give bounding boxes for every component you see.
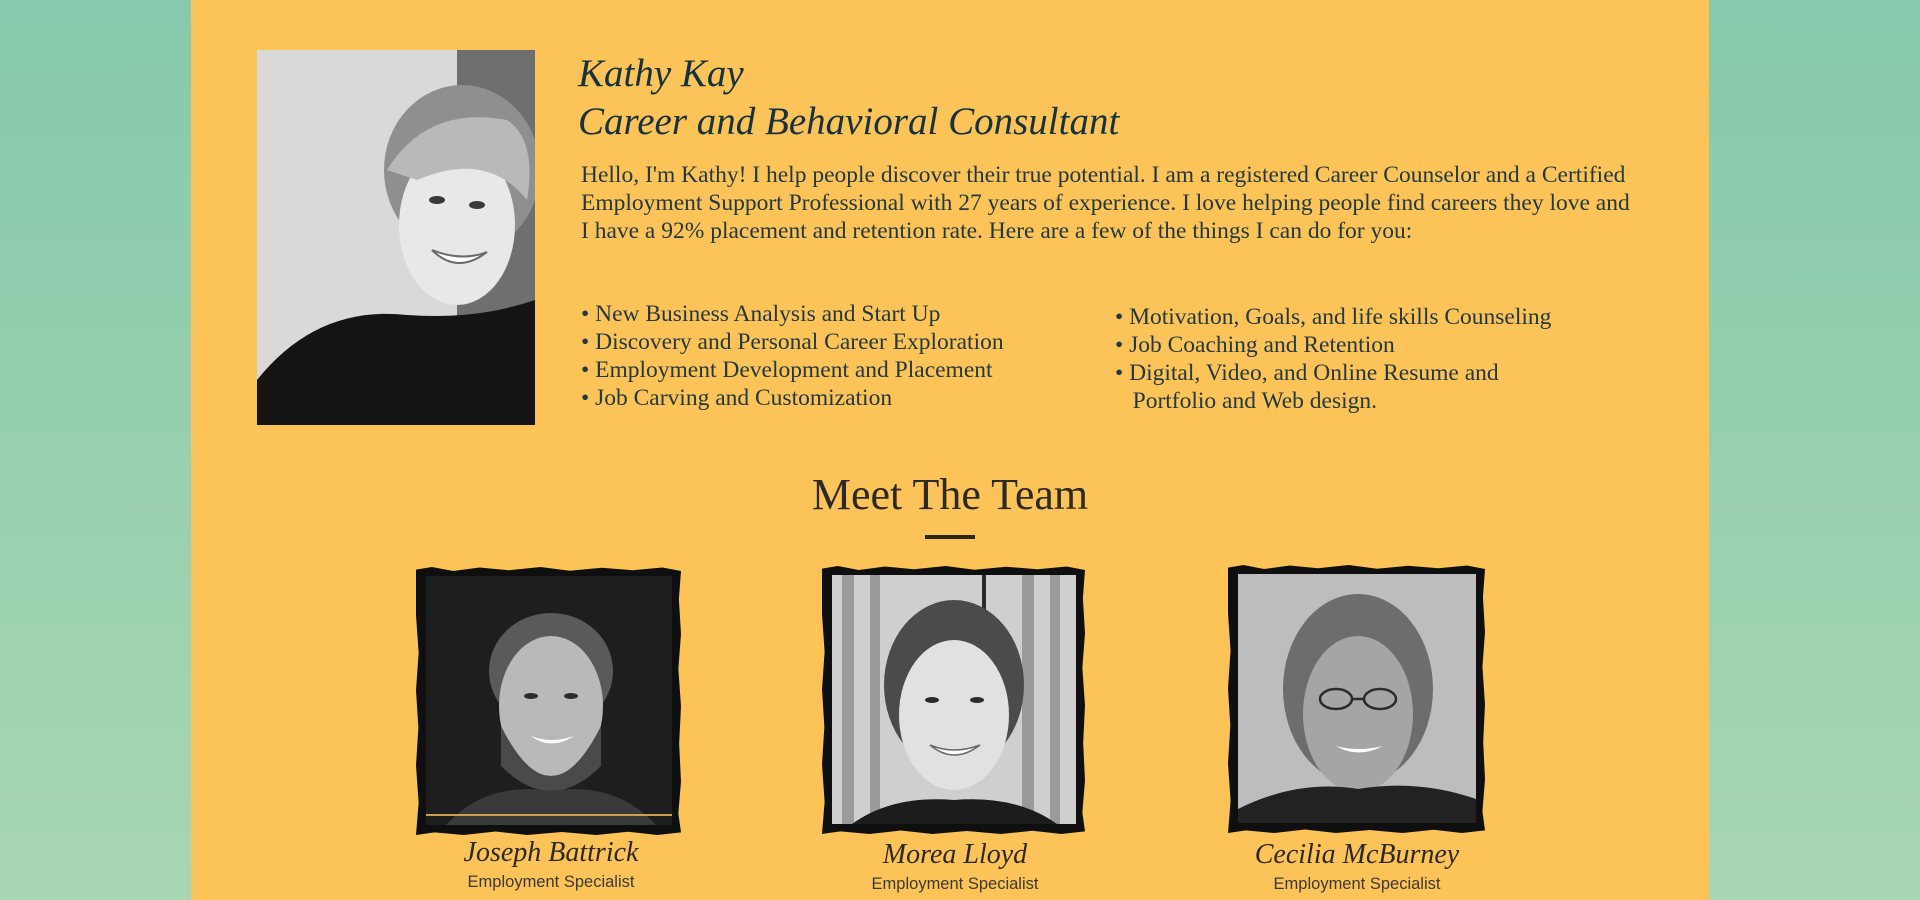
service-item: • New Business Analysis and Start Up	[581, 301, 941, 327]
member-role: Employment Specialist	[871, 875, 1039, 893]
service-item: • Digital, Video, and Online Resume and	[1115, 360, 1499, 386]
member-role: Employment Specialist	[467, 873, 635, 891]
services-list-right	[1115, 303, 1551, 415]
service-item: Portfolio and Web design.	[1115, 388, 1378, 414]
kathy-portrait-photo	[257, 50, 535, 425]
member-role: Employment Specialist	[1273, 875, 1441, 893]
service-item: • Discovery and Personal Career Exploration	[581, 329, 1004, 355]
heading-divider	[925, 535, 975, 539]
member-name: Joseph Battrick	[463, 837, 639, 868]
member-name: Morea Lloyd	[882, 839, 1028, 870]
services-list-left	[581, 300, 1004, 412]
service-item: • Job Coaching and Retention	[1115, 332, 1395, 358]
consultant-role: Career and Behavioral Consultant	[578, 100, 1120, 143]
service-item: • Employment Development and Placement	[581, 357, 993, 383]
joseph-battrick-photo	[426, 576, 672, 825]
consultant-title	[578, 50, 1119, 146]
service-item: • Job Carving and Customization	[581, 385, 893, 411]
morea-lloyd-photo	[832, 575, 1076, 824]
consultant-intro: Hello, I'm Kathy! I help people discover their true potential. I am a registered Career Counselor and a Certified Employment Support Professional with 27 years of experience. I love helping people find careers they love and I have a 92% placement and retention rate. Here are a few of the things I can do for you:	[581, 162, 1630, 244]
team-heading: Meet The Team	[811, 470, 1089, 519]
member-photo-frame	[416, 567, 681, 835]
cecilia-mcburney-photo	[1238, 574, 1476, 823]
service-item: • Motivation, Goals, and life skills Counseling	[1115, 304, 1552, 330]
member-name: Cecilia McBurney	[1254, 839, 1460, 870]
consultant-name: Kathy Kay	[578, 52, 744, 95]
member-photo-frame	[822, 566, 1085, 834]
member-photo-frame	[1228, 565, 1485, 833]
